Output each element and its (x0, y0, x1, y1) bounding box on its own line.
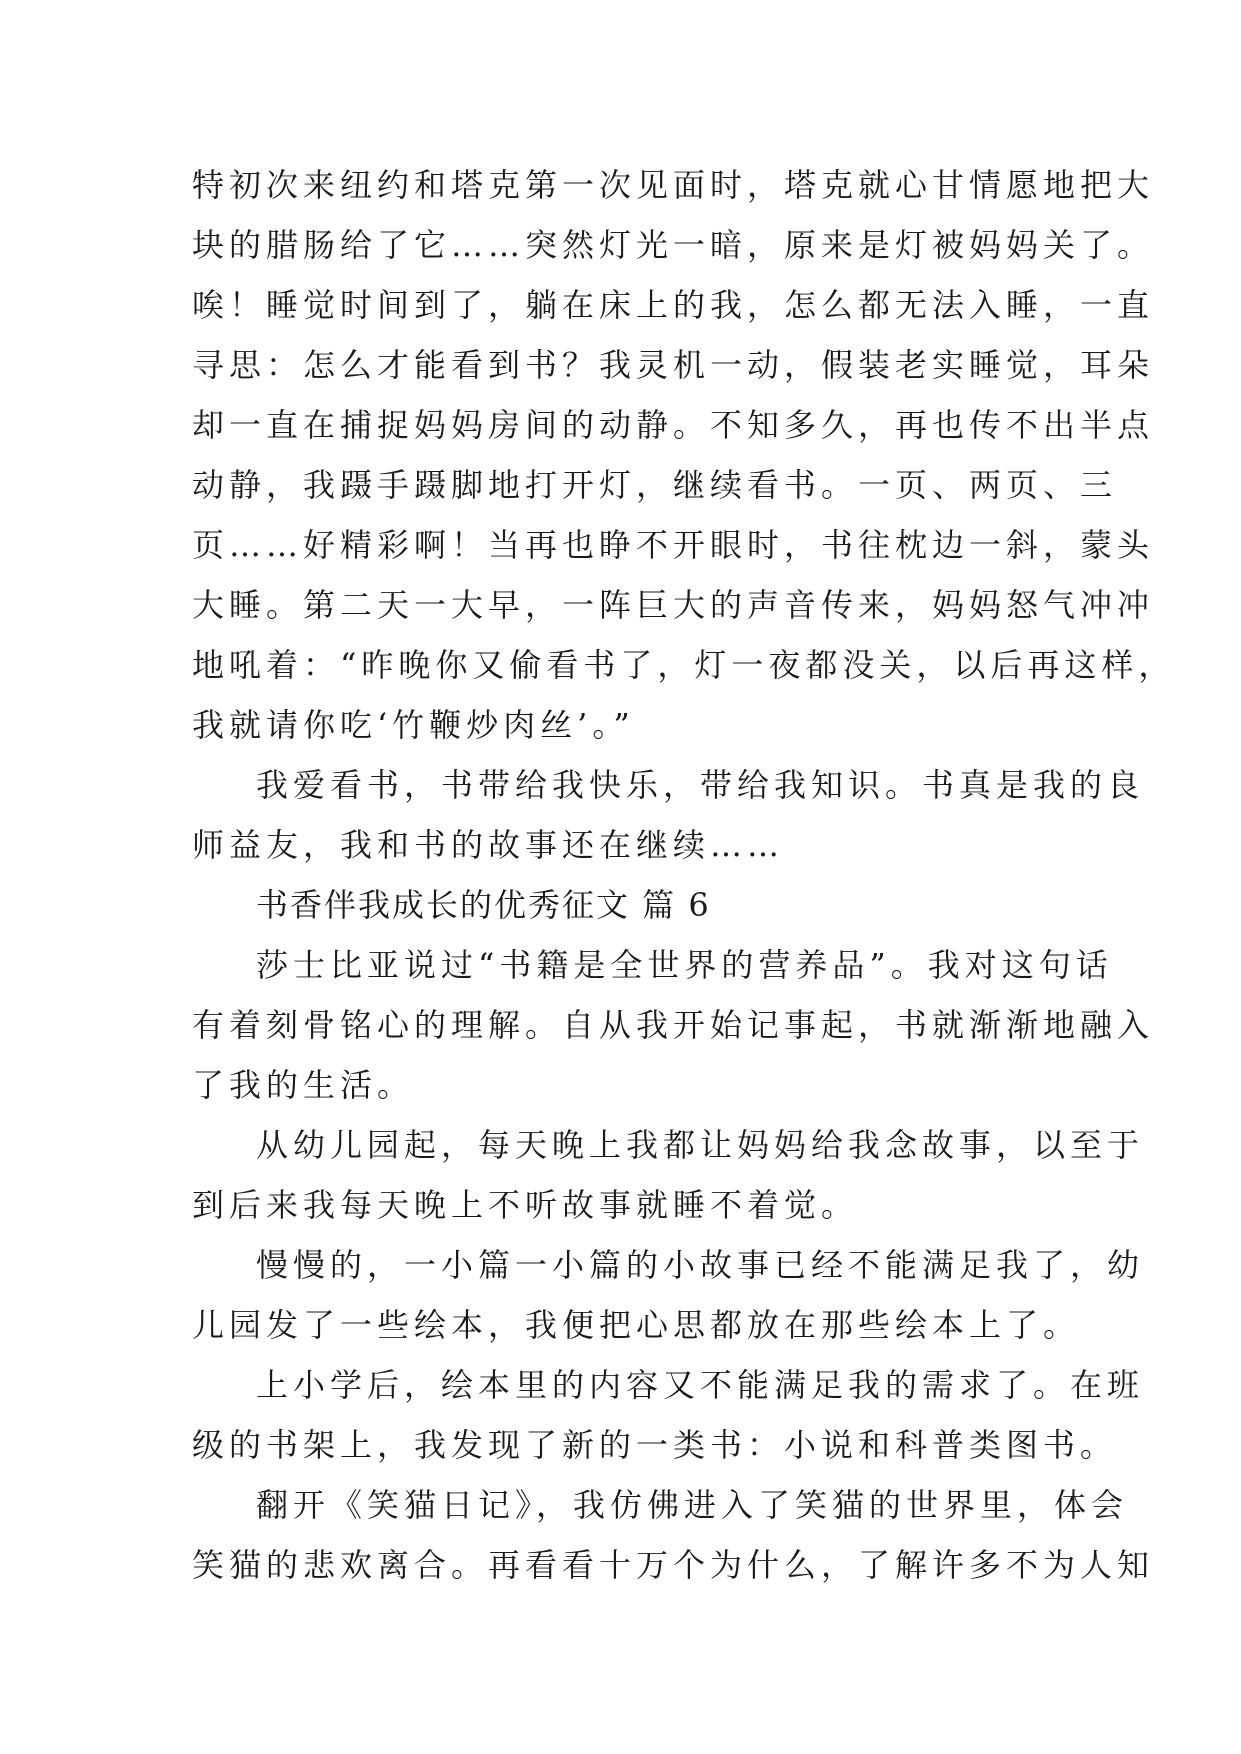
paragraph-first-line: 慢慢的，一小篇一小篇的小故事已经不能满足我了，幼 (256, 1246, 1145, 1284)
text-line: 到后来我每天晚上不听故事就睡不着觉。 (192, 1186, 859, 1224)
document-body (192, 155, 1176, 1595)
text-line: 我就请你吃‘竹鞭炒肉丝’。” (192, 706, 635, 744)
text-line: 动静，我蹑手蹑脚地打开灯，继续看书。一页、两页、三 (192, 466, 1118, 504)
paragraph-first-line: 翻开《笑猫日记》，我仿佛进入了笑猫的世界里，体会 (256, 1486, 1129, 1524)
text-line: 笑猫的悲欢离合。再看看十万个为什么，了解许多不为人知 (192, 1546, 1155, 1584)
text-line: 却一直在捕捉妈妈房间的动静。不知多久，再也传不出半点 (192, 406, 1155, 444)
paragraph-first-line: 我爱看书，书带给我快乐，带给我知识。书真是我的良 (256, 766, 1145, 804)
paragraph-first-line: 莎士比亚说过“书籍是全世界的营养品”。我对这句话 (256, 946, 1113, 984)
text-line: 大睡。第二天一大早，一阵巨大的声音传来，妈妈怒气冲冲 (192, 586, 1155, 624)
text-line: 块的腊肠给了它……突然灯光一暗，原来是灯被妈妈关了。 (192, 226, 1155, 264)
text-line: 儿园发了一些绘本，我便把心思都放在那些绘本上了。 (192, 1306, 1081, 1344)
paragraph-first-line: 上小学后，绘本里的内容又不能满足我的需求了。在班 (256, 1366, 1145, 1404)
section-heading: 书香伴我成长的优秀征文 篇 6 (256, 886, 711, 924)
text-line: 了我的生活。 (192, 1066, 415, 1104)
text-line: 页……好精彩啊！当再也睁不开眼时，书往枕边一斜，蒙头 (192, 526, 1155, 564)
text-line: 地吼着：“昨晚你又偷看书了，灯一夜都没关，以后再这样， (192, 646, 1176, 684)
text-line: 级的书架上，我发现了新的一类书：小说和科普类图书。 (192, 1426, 1118, 1464)
text-line: 师益友，我和书的故事还在继续…… (192, 826, 785, 864)
paragraph-first-line: 从幼儿园起，每天晚上我都让妈妈给我念故事，以至于 (256, 1126, 1145, 1164)
text-line: 寻思：怎么才能看到书？我灵机一动，假装老实睡觉，耳朵 (192, 346, 1155, 384)
text-line: 唉！睡觉时间到了，躺在床上的我，怎么都无法入睡，一直 (192, 286, 1155, 324)
text-line: 特初次来纽约和塔克第一次见面时，塔克就心甘情愿地把大 (192, 166, 1155, 204)
text-line: 有着刻骨铭心的理解。自从我开始记事起，书就渐渐地融入 (192, 1006, 1155, 1044)
